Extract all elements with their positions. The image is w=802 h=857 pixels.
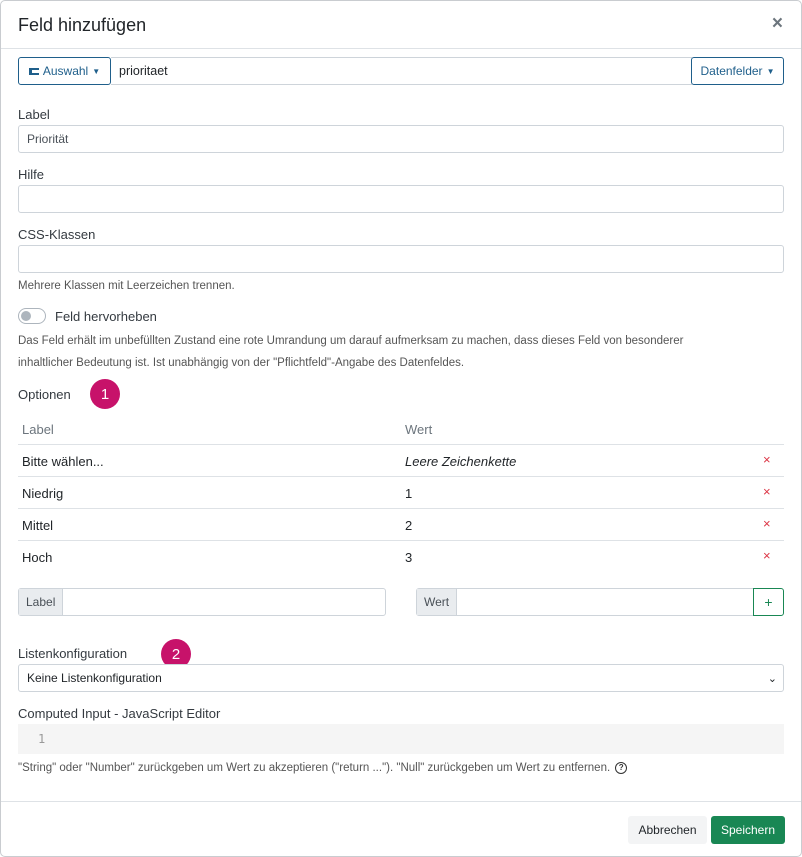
datafields-dropdown-button[interactable] [691, 57, 784, 85]
help-circle-icon[interactable]: ? [615, 762, 627, 774]
remove-option-icon[interactable]: × [763, 484, 771, 499]
label-input[interactable]: Priorität [18, 125, 784, 153]
close-icon[interactable]: × [771, 13, 783, 34]
save-button[interactable]: Speichern [711, 816, 785, 844]
field-type-label: Auswahl [42, 64, 89, 78]
datafields-label: Datenfelder [700, 64, 763, 78]
modal-body [18, 49, 784, 774]
computed-hint [18, 757, 627, 779]
highlight-toggle[interactable] [18, 308, 46, 324]
field-name-input[interactable]: prioritaet [111, 57, 692, 85]
label-field-label: Label [18, 107, 50, 122]
editor-line-number: 1 [38, 732, 46, 746]
options-title: Optionen [18, 387, 71, 402]
modal-footer [1, 801, 801, 856]
table-divider [18, 540, 784, 541]
caret-down-icon: ▼ [92, 66, 101, 76]
option-row-label: Niedrig [22, 486, 64, 501]
option-row-label: Bitte wählen... [22, 454, 104, 469]
options-column-label: Label [22, 422, 54, 437]
option-row-value: 3 [405, 550, 413, 565]
css-classes-label: CSS-Klassen [18, 227, 96, 242]
new-option-value-group[interactable] [416, 588, 754, 616]
option-row-value: 2 [405, 518, 413, 533]
option-row-label: Mittel [22, 518, 54, 533]
remove-option-icon[interactable]: × [763, 548, 771, 563]
computed-hint-text: "String" oder "Number" zurückgeben um Wert zu akzeptieren ("return ..."). "Null" zurückgeben um Wert zu entfernen. [18, 762, 611, 774]
remove-option-icon[interactable]: × [763, 452, 771, 467]
new-option-label-group[interactable] [18, 588, 386, 616]
css-classes-input[interactable] [18, 245, 784, 273]
modal-title: Feld hinzufügen [18, 15, 147, 35]
add-option-button[interactable]: + [753, 588, 784, 616]
field-type-dropdown-button[interactable] [18, 57, 111, 85]
option-row-value: 1 [405, 486, 413, 501]
list-config-select[interactable] [18, 664, 784, 692]
computed-input-title: Computed Input - JavaScript Editor [18, 706, 221, 721]
annotation-badge-1: 1 [90, 379, 120, 409]
table-divider [18, 476, 784, 477]
css-classes-hint: Mehrere Klassen mit Leerzeichen trennen. [18, 280, 235, 292]
toggle-knob [21, 311, 31, 321]
highlight-toggle-label: Feld hervorheben [55, 309, 157, 324]
list-config-title: Listenkonfiguration [18, 646, 128, 661]
javascript-editor[interactable] [18, 724, 784, 754]
option-row-value: Leere Zeichenkette [405, 454, 517, 469]
annotation-badge-2: 2 [161, 639, 191, 669]
list-icon [29, 68, 39, 75]
options-column-value: Wert [405, 422, 433, 437]
table-divider [18, 508, 784, 509]
remove-option-icon[interactable]: × [763, 516, 771, 531]
caret-down-icon: ▼ [766, 66, 775, 76]
highlight-hint-line1: Das Feld erhält im unbefüllten Zustand eine rote Umrandung um darauf aufmerksam zu machen, dass dieses Feld von besonderer [18, 335, 684, 347]
table-divider [18, 444, 784, 445]
modal-header [1, 1, 801, 49]
cancel-button[interactable]: Abbrechen [628, 816, 707, 844]
option-row-label: Hoch [22, 550, 53, 565]
new-option-label-addon: Label [19, 589, 63, 615]
help-input[interactable] [18, 185, 784, 213]
new-option-value-addon: Wert [417, 589, 457, 615]
highlight-hint-line2: inhaltlicher Bedeutung ist. Ist unabhängig von der "Pflichtfeld"-Angabe des Datenfeldes. [18, 357, 465, 369]
help-field-label: Hilfe [18, 167, 45, 182]
list-config-selected: Keine Listenkonfiguration [27, 671, 162, 685]
chevron-down-icon: ⌄ [767, 672, 777, 685]
